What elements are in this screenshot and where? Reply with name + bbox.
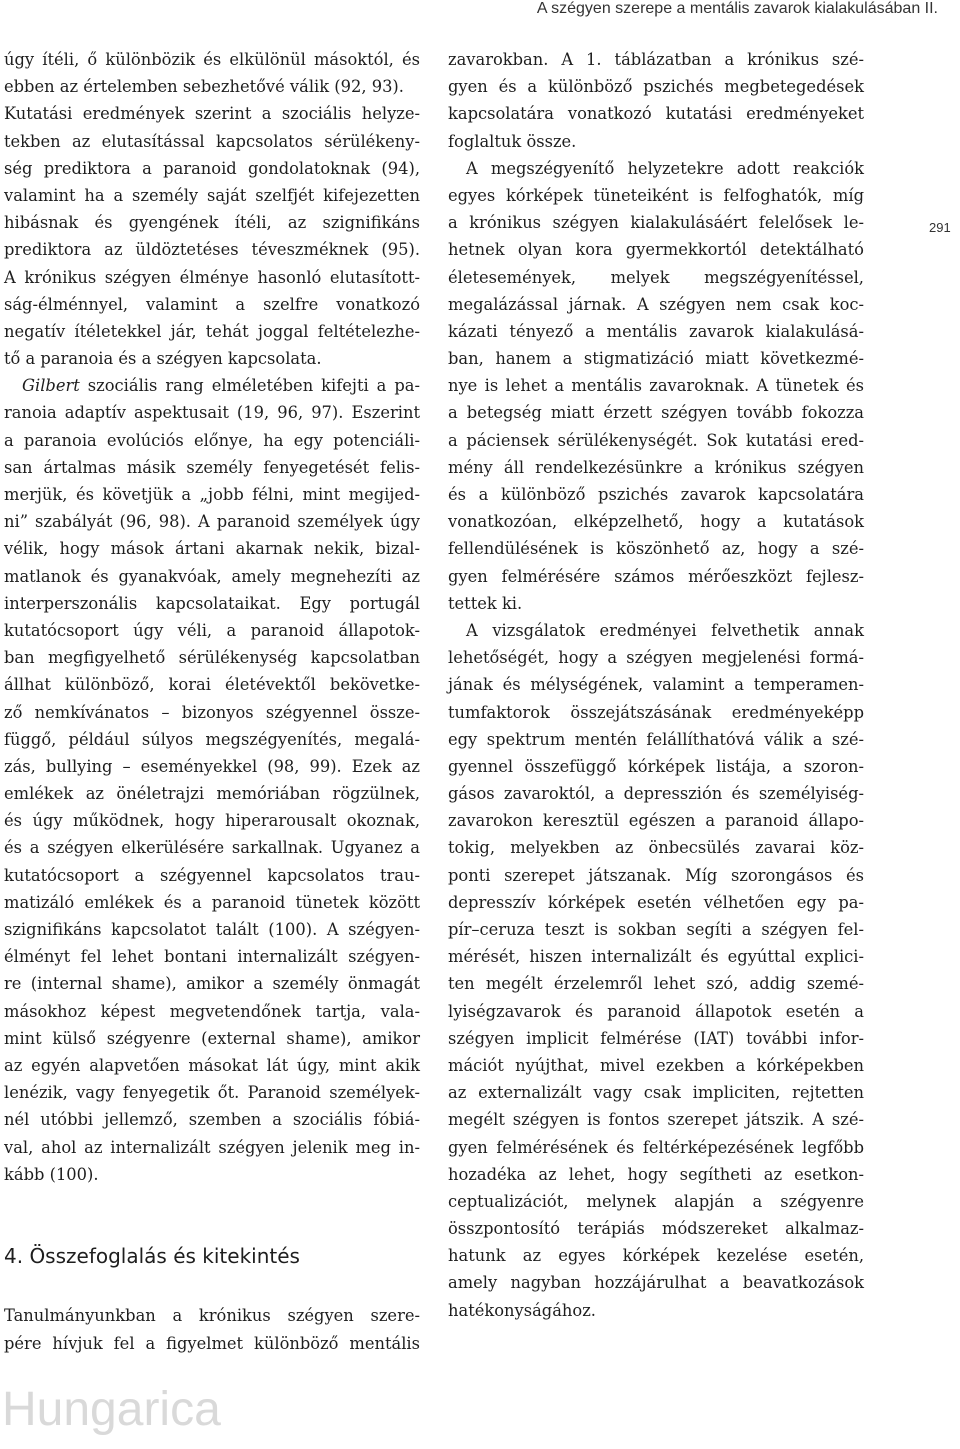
text-line: A krónikus szégyen élménye hasonló elutasított-: [4, 267, 420, 287]
text-line: vonatkozóan, elképzelhető, hogy a kutatások: [448, 512, 864, 532]
text-line: val, ahol az internalizált szégyen jelenik meg in-: [4, 1137, 420, 1157]
text-line: tumfaktorok összejátszásának eredményeképp: [448, 702, 864, 722]
text-line: nél utóbbi jellemző, szemben a szociális fóbiá-: [4, 1110, 420, 1130]
text-line: matlanok és gyanakvóak, amely megnehezíti az: [4, 566, 420, 586]
text-line: Tanulmányunkban a krónikus szégyen szere-: [4, 1306, 420, 1325]
text-line: életesemények, melyek megszégyenítéssel,: [448, 267, 864, 287]
text-line: hatékonyságához.: [448, 1300, 596, 1320]
text-line: zavarokon keresztül egészen a paranoid állapo-: [448, 811, 864, 831]
text-line-rest: szociális rang elméletében kifejti a pa-: [79, 376, 420, 396]
text-line: gyen felmérésének és feltérképezésének legfőbb: [448, 1137, 864, 1157]
text-line: gyennel összefüggő kórképek listája, a szoron-: [448, 756, 864, 776]
text-line: a paranoia evolúciós előnye, ha egy potenciáli-: [4, 430, 420, 450]
text-line: szignifikáns kapcsolatot talált (100). A szégyen-: [4, 920, 420, 939]
text-line: kutatócsoport úgy véli, a paranoid állapotok-: [4, 620, 420, 640]
text-line: élményt fel lehet bontani internalizált szégyen-: [4, 947, 420, 967]
text-line: és a különböző pszichés zavarok kapcsolatára: [448, 485, 864, 504]
text-line: tekben az elutasítással kapcsolatos sérülékeny-: [4, 131, 420, 151]
text-line: tokig, melyekben az önbecsülés zavarai köz-: [448, 838, 864, 858]
running-head: A szégyen szerepe a mentális zavarok kialakulásában II.: [536, 0, 938, 17]
text-line: és a szégyen elkerülésére sarkallnak. Ugyanez a: [4, 838, 420, 858]
journal-name: Hungarica: [2, 1383, 221, 1436]
page-number: 291: [929, 220, 951, 235]
text-line: mációt nyújthat, mivel ezekben a kórképekben: [448, 1055, 864, 1075]
text-line: A vizsgálatok eredményei felvethetik annak: [466, 620, 864, 640]
text-line: megalázással járnak. A szégyen nem csak koc-: [448, 294, 864, 314]
text-line: másokhoz képest megvetendőnek tartja, vala-: [4, 1001, 420, 1021]
text-line: ság-élménnyel, valamint a szelfre vonatkozó: [4, 294, 420, 314]
text-line: re (internal shame), amikor a személy önmagát: [4, 974, 420, 994]
text-line: fellendülésének is köszönhető az, hogy a szé-: [448, 539, 864, 559]
text-line: negatív ítéletekkel jár, tehát joggal feltételezhe-: [4, 321, 420, 341]
text-line: emlékek az önéletrajzi memóriában rögzülnek,: [4, 784, 420, 804]
text-line: lenézik, vagy fenyegetik őt. Paranoid személyek-: [4, 1083, 420, 1103]
text-line: ban megfigyelhető sérülékenység kapcsolatban: [4, 648, 420, 668]
text-line: megélt szégyen is fontos szerepet játszik. A szé-: [448, 1110, 864, 1130]
text-line: egy spektrum mentén felállíthatóvá válik a szé-: [448, 729, 864, 749]
text-line: ceptualizációt, melynek alapján a szégyenre: [448, 1191, 864, 1211]
text-line: matizáló emlékek és a paranoid tünetek között: [4, 892, 420, 912]
text-line: a betegség miatt érzett szégyen tovább fokozza: [448, 403, 864, 423]
text-line: mény áll rendelkezésünkre a krónikus szégyen: [448, 457, 864, 477]
text-line: valamint ha a személy saját szelfjét kifejezetten: [4, 185, 420, 205]
text-line: gyen és a különböző pszichés megbetegedések: [448, 77, 864, 97]
text-line: zavarokban. A 1. táblázatban a krónikus szé-: [448, 50, 864, 69]
text-line: kább (100).: [4, 1164, 99, 1184]
text-line: prediktora az üldöztetéses téveszméknek (95).: [4, 240, 420, 260]
text-line: merjük, és követjük a „jobb félni, mint megijed-: [4, 485, 420, 504]
text-line: jának és mélységének, valamint a temperamen-: [448, 675, 864, 695]
text-line: ranoia adaptív aspektusait (19, 96, 97). Eszerint: [4, 403, 420, 423]
section-heading: 4. Összefoglalás és kitekintés: [4, 1244, 300, 1268]
text-line: ni” szabályát (96, 98). A paranoid személyek úgy: [4, 512, 420, 532]
text-line: kázati tényező a mentális zavarok kialakulásá-: [448, 321, 864, 341]
text-line: mérését, hiszen internalizált és egyúttal explici-: [448, 947, 864, 967]
text-line: állhat különböző, korai életévektől bekövetke-: [4, 675, 420, 695]
text-line: az externalizált vagy csak impliciten, rejtetten: [448, 1083, 864, 1103]
text-line: hozadéka az lehet, hogy segítheti az esetkon-: [448, 1164, 864, 1184]
text-line: ség prediktora a paranoid gondolatoknak (94),: [4, 158, 420, 178]
text-line: hibásnak és gyengének ítéli, az szignifikáns: [4, 213, 420, 233]
text-line: a páciensek sérülékenységét. Sok kutatási ered-: [448, 430, 864, 450]
text-line: Kutatási eredmények szerint a szociális helyze-: [4, 104, 420, 124]
text-line: gyen felmérésére számos mérőeszközt fejlesz-: [448, 566, 864, 586]
text-line: gásos zavaroktól, a depresszión és személyiség-: [448, 784, 864, 804]
text-line: ten megélt érzelemről lehet szó, addig szemé-: [448, 974, 864, 994]
text-line: szégyen implicit felmérése (IAT) további infor-: [448, 1028, 864, 1048]
text-line: lyiségzavarok és paranoid állapotok esetén a: [448, 1001, 864, 1021]
text-line: az egyén alapvetően másokat lát úgy, mint akik: [4, 1055, 420, 1075]
right-column: [448, 46, 864, 1324]
text-line: függő, például súlyos megszégyenítés, megalá-: [4, 729, 420, 749]
text-line: mint külső szégyenre (external shame), amikor: [4, 1028, 420, 1048]
text-line: A megszégyenítő helyzetekre adott reakciók: [466, 158, 864, 178]
text-line: a krónikus szégyen kialakulásáért felelősek le-: [448, 213, 864, 233]
text-line: amely nagyban hozzájárulhat a beavatkozások: [448, 1273, 864, 1293]
text-line: hatunk az egyes kórképek kezelése esetén,: [448, 1246, 864, 1266]
text-line: és úgy működnek, hogy hiperarousalt okoznak,: [4, 811, 420, 831]
text-line: ban, hanem a stigmatizáció miatt következmé-: [448, 349, 864, 369]
text-line: pír–ceruza teszt is sokban segíti a szégyen fel-: [448, 920, 864, 939]
text-line: kutatócsoport a szégyennel kapcsolatos trau-: [4, 865, 420, 885]
text-line: ponti szerepet játszanak. Míg szorongásos és: [448, 865, 864, 885]
text-line: összpontosító terápiás módszereket alkalmaz-: [448, 1219, 864, 1239]
text-line: san ártalmas másik személy fenyegetését felis-: [4, 457, 420, 477]
text-line: ző nemkívánatos – bizonyos szégyennel össze-: [4, 702, 420, 722]
text-line: [4, 372, 420, 399]
text-line: interperszonális kapcsolataikat. Egy portugál: [4, 593, 420, 613]
summary-paragraph: [4, 1302, 420, 1358]
text-line: úgy ítéli, ő különbözik és elkülönül másoktól, és: [4, 50, 420, 69]
text-line: hetnek olyan kora gyermekkortól detektálható: [448, 240, 864, 260]
text-line: pére hívjuk fel a figyelmet különböző mentális: [4, 1334, 420, 1353]
text-line: tő a paranoia és a szégyen kapcsolata.: [4, 349, 322, 369]
text-line: nye is lehet a mentális zavaroknak. A tünetek és: [448, 376, 864, 396]
text-line: foglaltuk össze.: [448, 131, 577, 151]
text-line: lehetőségét, hogy a szégyen megjelenési formá-: [448, 648, 864, 668]
text-line: vélik, hogy mások ártani akarnak nekik, bizal-: [4, 539, 420, 559]
text-line: depresszív kórképek esetén vélhetően egy pa-: [448, 892, 864, 912]
text-line: tettek ki.: [448, 593, 523, 613]
text-line: egyes kórképek tüneteiként is felfoghatók, míg: [448, 185, 864, 205]
text-line: zás, bullying – eseményekkel (98, 99). Ezek az: [4, 756, 420, 776]
text-line: kapcsolatára vonatkozó kutatási eredményeket: [448, 104, 864, 124]
left-column: [4, 46, 420, 1188]
text-line: ebben az értelemben sebezhetővé válik (92, 93).: [4, 77, 404, 97]
author-name-gilbert: Gilbert: [22, 376, 80, 396]
